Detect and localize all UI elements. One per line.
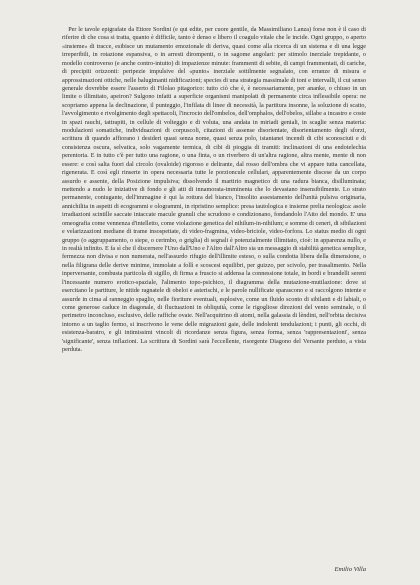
author-signature: Emilio Villa [334, 566, 366, 573]
document-page [62, 26, 366, 574]
body-paragraph: Per le tavole epigrafate da Ettore Sordini (e qui edite, per cuore gentile, da Massimiliano Lanza) forse non è il caso di riferire di che cosa si tratta, quanto è difficile, tanto è denso e libero il coagulo vitale che le incide. Ogni gruppo, o aperto «insieme» di tracce, esibisce un mutamento emozionale di deriva, quasi come alla ricerca di un sistema e di una legge irreperibili, in rotazione espansiva, o in arresti dirompenti, o in sagome angolari: per stimolo inerziale trepidante, o modello controverso (e anche contro-intuito) di impazienze minute: frammenti di sebite, di campi frammentati, di cariche, di precipiti orizzonti: peripezie impulsive del «punto» inerziale sottilmente segnalato, con erranze di misura e approssimazioni ottiche, nelle balugimanti nidificazioni; species di una strategia massimale di toni e intervalli, il cui senso generale dovrebbe essere l'asserto di Filolao pitagorico: tutto ciò che è, è necessariamente, per ananke, o chiuso in un limite o illimitato, apeiron? Sulgono infatti a superficie organismi manipolati di permanente circa inflessibile opera: ne scopriamo appena la declinazione, il punteggio, l'infilata di linee di necessità, la partitura insonne, la soluzione di scatto, l'avvolgimento e rivolgimento degli spettacoli, l'incrocio dell'ombelos, dell'omphalos, dell'obelos, sillabe a incastro e coste in spazi rauchi, tattrapiti, in cellule di volteggio e di voluta, una andata in miriadi geniali, in scaglie senza materia: modulazioni somatiche, individuazioni di corpuscoli, citazioni di assense disorientate, disorientamento degli sforzi, scrittura di quando affiorano i desideri quasi senza nome, quasi senza polo, istantanei incendi di cibi sconosciuti e di consistenza oscura, selvatica, solo vagamente termica, di cibi di pioggia di tramiti: inclinazioni di una endotelechia perentoria. E in tutto c'è per tutto una ragione, o una finta, o un riverbero di un'altra ragione, altra mente, mente di non essere: e così salta fuori dal circolo (ovaloide) rigoroso e delirante, dal rosso dell'ombra che vi appare tutta cancellata, rigenerata. E così egli rinserte in opera necessaria tutte le porzioncule cellulari, apparentemente discese da un corpo assurdo e assente, della Posizione impulsiva; dissolvendo il martirio magnetico di una radura bianca, disilluminata; mettendo a nudo le iniziative di fondo e gli atti di innamorata-imminenta che lo devastano insensibilmente. Lo strato permanente, coniugante, dell'immagine è qui la rottura del bianco, l'insolito assestamento dell'unità pulsiva originaria, annichilita in aspetti di ecogrammi e ologrammi, in ripristino semplice: presa tautologica e insieme prelia neologica: asole irradiazioni scintille saccate intaccate macule granuli che scrudono e condizionano, fondandolo l'Atto del mondo. E' una omeografia come vennenza d'intelletto, come violazione genetica del nihilum-in-nihilum; e somme di ceneri, di sibilazioni e velarizzazioni mediane di trame insospettate, di video-fragmina, video-briciole, video-forfora. Lo status medio di ogni gruppo (o aggruppamento, o siepe, o cerimbo, o griglia) di segnali è potenzialmente illimitato, cioè: in apparenza nullo, e in realtà infinito. E fa sì che il discernere l'Uno dall'Uno e l'Altro dall'Altro sia un messaggio di stabilità genetica semplice, fermezza non divisa e non numerata, nell'assurdo rifugio dell'illimite esteso, o sulla condotta libera della dimensione, o nella filigrana delle derive minime, immolate a follì e scoscesi equilibri, per guizzo, per scivolo, per trasalimento. Nella inperversante, combusta particola di sigillo, di firma a fruscio si addensa la connessione totale, in bordi e brandelli sereni l'incessante numero erotico-spaziale, l'alimento topo-psichico, il diagramma della mutazione-mutilazione: dove si esercitano le partiture, le nitide ragnatele di obeloi e asterischi, e le parole nullificate sparascono e si raccolgono intente e assurde in cima al ranneggio spaglio, nelle fioriture eventuali, esplosive, come un fluido sconto di sibilanti e di labiali, o come generose caduce in diagonale, di fluctuazioni in obliquità, come le rigogliose direzioni del vento seminale, o il perimetro inconcluso, esclusivo, delle raffiche ovaie. Nell'acquitrino di atomi, nella galassia di lèndini, nell'orbita decisiva intorno a un taglio fermo, si inscrivono le vene delle migrazioni gaie, delle indolenti tendulazioni; i punti, gli occhi, di esistenza-baratro, e gli intimissimi vincoli di ricordanze senza figura, senza forma, senza 'rappresentazioni', senza 'significante', senza inflazioni. La scrittura di Sordini sarà l'eccellente, risorgente Diagono del Versante perduto, a vista perduta. [62, 26, 366, 354]
